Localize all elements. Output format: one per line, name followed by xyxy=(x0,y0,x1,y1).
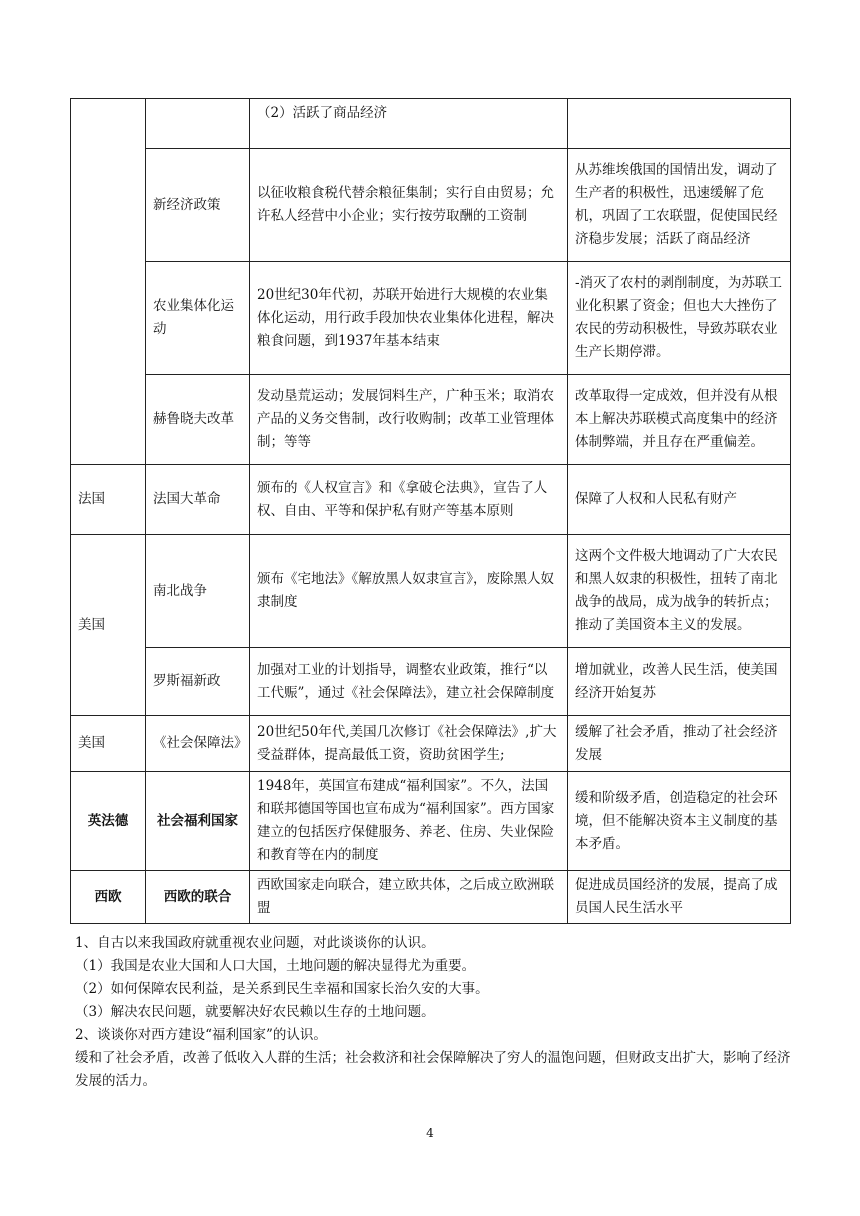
question-2: 2、谈谈你对西方建设“福利国家”的认识。 xyxy=(75,1027,327,1043)
table-row xyxy=(71,648,791,716)
page-number: 4 xyxy=(426,1126,434,1140)
effect-cell: 缓解了社会矛盾，推动了社会经济发展 xyxy=(568,716,791,772)
effect-cell xyxy=(568,99,791,149)
effect-cell: 保障了人权和人民私有财产 xyxy=(568,465,791,535)
event-cell: 社会福利国家 xyxy=(146,772,250,871)
table-row xyxy=(71,99,791,149)
country-cell: 英法德 xyxy=(71,772,146,871)
table-row xyxy=(71,262,791,375)
table-row xyxy=(71,149,791,262)
answer-1-point-1: （1）我国是农业大国和人口大国，土地问题的解决显得尤为重要。 xyxy=(75,958,476,974)
content-cell: 发动垦荒运动；发展饲料生产，广种玉米；取消农产品的义务交售制，改行收购制；改革工业管理体制；等等 xyxy=(250,375,568,465)
event-cell: 新经济政策 xyxy=(146,149,250,262)
table-row xyxy=(71,535,791,648)
country-cell: 法国 xyxy=(71,465,146,535)
table-row xyxy=(71,375,791,465)
effect-cell: 从苏维埃俄国的国情出发，调动了生产者的积极性，迅速缓解了危机，巩固了工农联盟，促使国民经济稳步发展；活跃了商品经济 xyxy=(568,149,791,262)
content-cell: 颁布《宅地法》《解放黑人奴隶宣言》，废除黑人奴隶制度 xyxy=(250,535,568,648)
answer-2: 缓和了社会矛盾，改善了低收入人群的生活；社会救济和社会保障解决了穷人的温饱问题，但财政支出扩大，影响了经济发展的活力。 xyxy=(75,1050,791,1089)
event-cell: 法国大革命 xyxy=(146,465,250,535)
answer-1-point-3: （3）解决农民问题，就要解决好农民赖以生存的土地问题。 xyxy=(75,1004,435,1020)
answer-1-point-2: （2）如何保障农民利益，是关系到民生幸福和国家长治久安的大事。 xyxy=(75,981,489,997)
effect-cell: 缓和阶级矛盾，创造稳定的社会环境，但不能解决资本主义制度的基本矛盾。 xyxy=(568,772,791,871)
history-reform-table xyxy=(70,98,791,924)
effect-cell: 这两个文件极大地调动了广大农民和黑人奴隶的积极性，扭转了南北战争的战局，成为战争的转折点；推动了美国资本主义的发展。 xyxy=(568,535,791,648)
effect-cell: -消灭了农村的剥削制度，为苏联工业化积累了资金；但也大大挫伤了农民的劳动积极性，导致苏联农业生产长期停滞。 xyxy=(568,262,791,375)
event-cell xyxy=(146,99,250,149)
effect-cell: 改革取得一定成效，但并没有从根本上解决苏联模式高度集中的经济体制弊端，并且存在严重偏差。 xyxy=(568,375,791,465)
table-row xyxy=(71,772,791,871)
content-cell: 颁布的《人权宣言》和《拿破仑法典》，宣告了人权、自由、平等和保护私有财产等基本原则 xyxy=(250,465,568,535)
question-1: 1、自古以来我国政府就重视农业问题，对此谈谈你的认识。 xyxy=(75,935,435,951)
content-cell: （2）活跃了商品经济 xyxy=(250,99,568,149)
table-row xyxy=(71,716,791,772)
effect-cell: 促进成员国经济的发展，提高了成员国人民生活水平 xyxy=(568,871,791,924)
effect-cell: 增加就业，改善人民生活，使美国经济开始复苏 xyxy=(568,648,791,716)
table-row xyxy=(71,465,791,535)
content-cell: 20世纪30年代初，苏联开始进行大规模的农业集体化运动，用行政手段加快农业集体化进程，解决粮食问题，到1937年基本结束 xyxy=(250,262,568,375)
content-cell: 西欧国家走向联合，建立欧共体，之后成立欧洲联盟 xyxy=(250,871,568,924)
content-cell: 1948年，英国宣布建成“福利国家”。不久，法国和联邦德国等国也宣布成为“福利国家”。西方国家建立的包括医疗保健服务、养老、住房、失业保险和教育等在内的制度 xyxy=(250,772,568,871)
country-cell: 美国 xyxy=(71,535,146,716)
content-cell: 以征收粮食税代替余粮征集制；实行自由贸易；允许私人经营中小企业；实行按劳取酬的工资制 xyxy=(250,149,568,262)
event-cell: 农业集体化运动 xyxy=(146,262,250,375)
event-cell: 《社会保障法》 xyxy=(146,716,250,772)
country-cell: 西欧 xyxy=(71,871,146,924)
event-cell: 南北战争 xyxy=(146,535,250,648)
event-cell: 赫鲁晓夫改革 xyxy=(146,375,250,465)
event-cell: 西欧的联合 xyxy=(146,871,250,924)
content-cell: 20世纪50年代,美国几次修订《社会保障法》,扩大受益群体，提高最低工资，资助贫困学生; xyxy=(250,716,568,772)
content-cell: 加强对工业的计划指导，调整农业政策，推行“以工代赈”，通过《社会保障法》，建立社会保障制度 xyxy=(250,648,568,716)
table-row xyxy=(71,871,791,924)
discussion-notes xyxy=(75,932,795,1093)
country-cell xyxy=(71,99,146,465)
country-cell: 美国 xyxy=(71,716,146,772)
event-cell: 罗斯福新政 xyxy=(146,648,250,716)
